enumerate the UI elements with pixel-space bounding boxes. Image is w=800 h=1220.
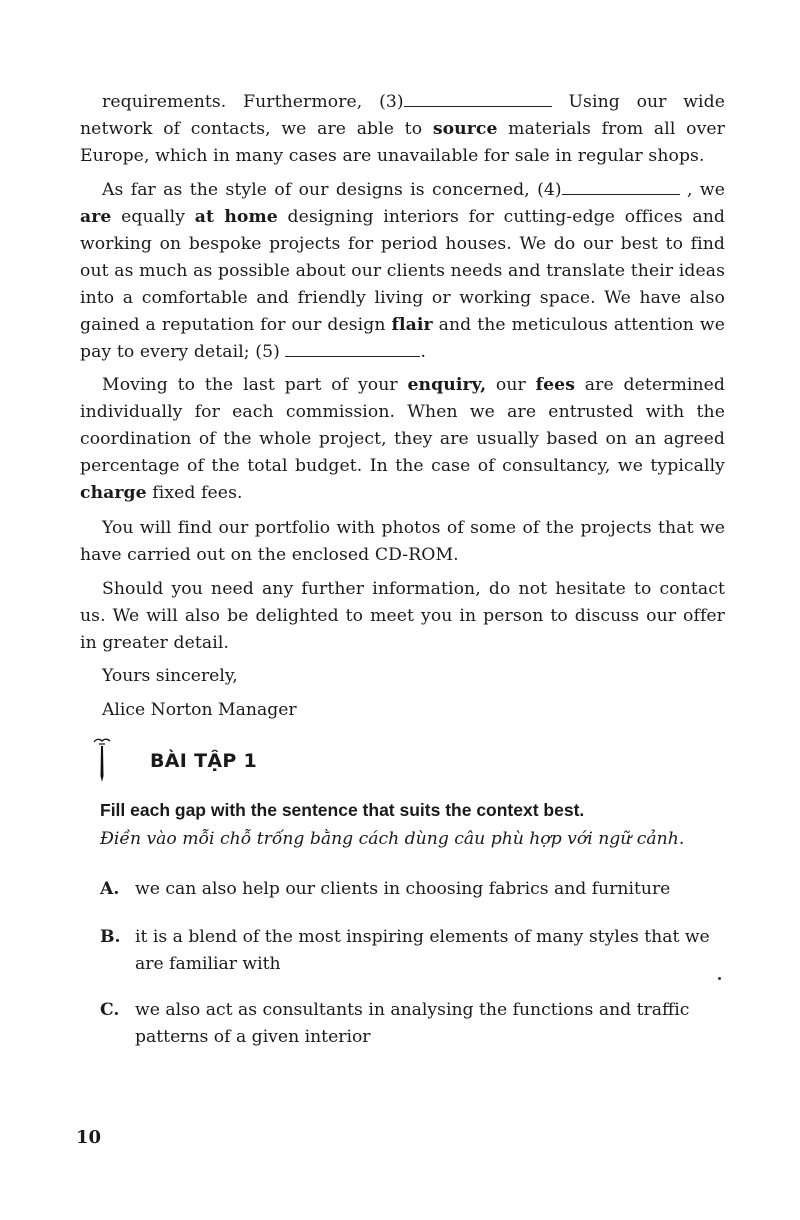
instruction-vietnamese: Điền vào mỗi chỗ trống bằng cách dùng câu phù hợp với ngữ cảnh. (100, 829, 685, 849)
pen-nib-icon (90, 736, 118, 784)
paragraph-text: our (486, 375, 536, 395)
paragraph-text: and the meticulous attention we pay to every detail; (5) (80, 315, 725, 362)
option-text: we can also help our clients in choosing fabrics and furniture (135, 879, 671, 899)
gap-4-blank (562, 180, 680, 195)
keyword-at-home: at home (194, 207, 278, 227)
instruction-english: Fill each gap with the sentence that suits the context best. (100, 800, 585, 820)
keyword-source: source (432, 119, 498, 139)
option-letter: B. (100, 927, 121, 947)
paragraph-text: fixed fees. (146, 483, 243, 503)
keyword-flair: flair (391, 315, 433, 335)
option-c (100, 997, 730, 1051)
gap-3-blank (404, 92, 552, 107)
keyword-charge: charge (80, 483, 147, 503)
paragraph-text: , we (679, 180, 725, 200)
paragraph-text: As far as the style of our designs is concerned, (4) (102, 180, 562, 200)
option-text: we also act as consultants in analysing the functions and traffic patterns of a given interior (135, 1000, 690, 1047)
letter-signature: Alice Norton Manager (102, 700, 297, 720)
option-b (100, 924, 730, 978)
print-speck (718, 977, 721, 980)
option-letter: A. (100, 879, 120, 899)
letter-closing: Yours sincerely, (102, 666, 238, 686)
paragraph-text: Using our wide network of contacts, we are able to (80, 92, 726, 139)
gap-5-blank (285, 342, 420, 357)
paragraph-text: . (420, 342, 427, 362)
letter-paragraph-3 (80, 372, 725, 507)
page-number: 10 (76, 1127, 102, 1148)
paragraph-text: requirements. Furthermore, (3) (102, 92, 404, 112)
letter-paragraph-5: Should you need any further information, do not hesitate to contact us. We will also be delighted to meet you in person to discuss our offer in greater detail. (80, 579, 725, 653)
option-text: it is a blend of the most inspiring elements of many styles that we are familiar with (135, 927, 710, 974)
paragraph-text: materials from all over Europe, which in many cases are unavailable for sale in regular shops. (80, 119, 725, 166)
exercise-title: BÀI TẬP 1 (150, 750, 257, 772)
exercise-header (80, 736, 725, 786)
option-a (100, 876, 730, 903)
paragraph-text: Moving to the last part of your (102, 375, 408, 395)
keyword-enquiry: enquiry, (407, 375, 487, 395)
paragraph-text: are determined individually for each commission. When we are entrusted with the coordination of the whole project, they are usually based on an agreed percentage of the total budget. In the case of consultancy, we typically (80, 375, 726, 476)
paragraph-text: equally (111, 207, 195, 227)
letter-paragraph-1 (80, 89, 725, 170)
keyword-are: are (80, 207, 112, 227)
letter-paragraph-2 (80, 177, 725, 366)
paragraph-text: designing interiors for cutting-edge offices and working on bespoke projects for period houses. We do our best to find out as much as possible about our clients needs and translate their ideas into a comfortable and friendly living or working space. We have also gained a reputation for our design (80, 207, 726, 335)
keyword-fees: fees (535, 375, 575, 395)
option-letter: C. (100, 1000, 120, 1020)
letter-paragraph-4: You will find our portfolio with photos of some of the projects that we have carried out on the enclosed CD-ROM. (80, 518, 725, 565)
